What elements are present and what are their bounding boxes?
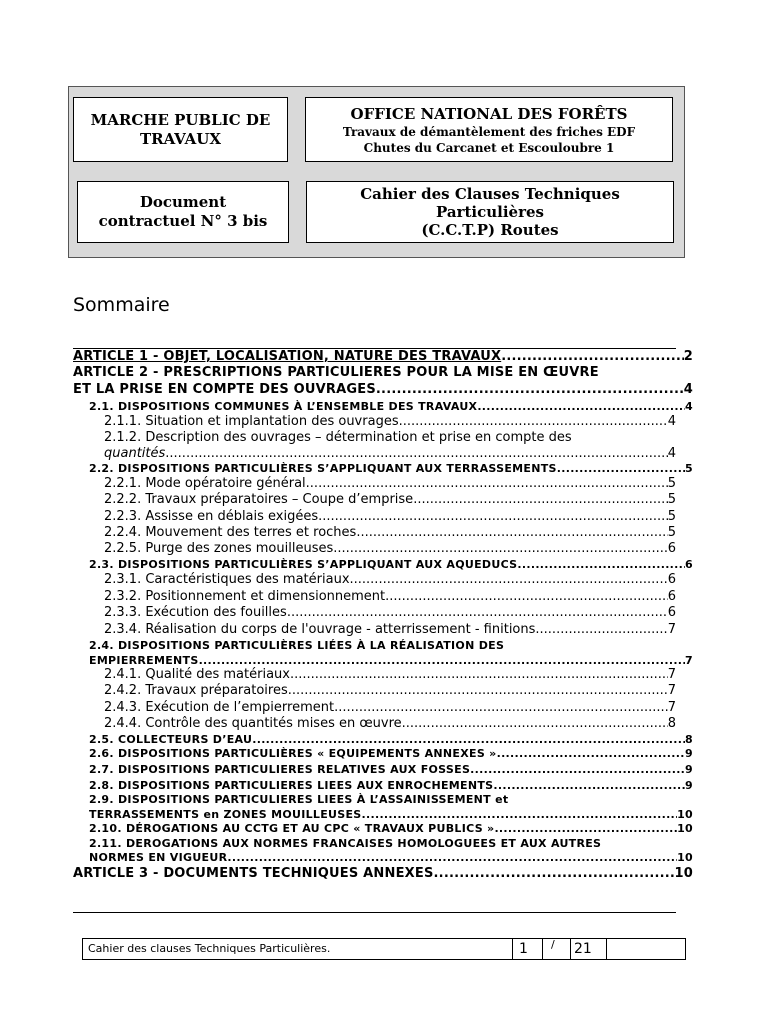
toc-label: 2.4.3. Exécution de l’empierrement	[104, 700, 335, 715]
toc-page: 8	[667, 716, 676, 731]
toc-page: 2	[683, 349, 693, 364]
toc-entry-2-4-2[interactable]	[104, 683, 676, 698]
toc-page: 7	[667, 667, 676, 682]
toc-entry-2-1-1[interactable]	[104, 414, 676, 429]
toc-label: ET LA PRISE EN COMPTE DES OUVRAGES	[73, 382, 376, 397]
toc-page: 5	[667, 509, 676, 524]
toc-label: 2.2.3. Assisse en déblais exigées	[104, 509, 319, 524]
toc-page: 10	[677, 822, 693, 835]
toc-page: 6	[667, 541, 676, 556]
project-line-1: Travaux de démantèlement des friches EDF	[342, 124, 636, 139]
toc-entry-2-4-cont[interactable]	[89, 654, 693, 667]
toc-label: 2.3.1. Caractéristiques des matériaux	[104, 572, 350, 587]
toc-entry-article-3[interactable]	[73, 866, 693, 881]
toc-entry-2-1[interactable]	[89, 400, 693, 413]
toc-label: ARTICLE 3 - DOCUMENTS TECHNIQUES ANNEXES	[73, 866, 434, 881]
toc-page: 5	[667, 525, 676, 540]
toc-label: 2.2.1. Mode opératoire général	[104, 476, 306, 491]
toc-entry-2-11-cont[interactable]	[89, 851, 693, 864]
toc-page: 5	[667, 476, 676, 491]
toc-label: 2.2. DISPOSITIONS PARTICULIÈRES S’APPLIQUANT AUX TERRASSEMENTS	[89, 462, 557, 475]
toc-entry-2-3-2[interactable]	[104, 589, 676, 604]
page-separator: /	[542, 938, 570, 960]
toc-label: 2.1.2. Description des ouvrages – détermination et prise en compte des	[104, 430, 572, 445]
toc-entry-article-2[interactable]	[73, 365, 693, 380]
table-of-contents-title: Sommaire	[73, 294, 170, 316]
toc-label: 2.2.2. Travaux préparatoires – Coupe d’emprise	[104, 492, 414, 507]
toc-page: 6	[667, 589, 676, 604]
toc-entry-2-3-3[interactable]	[104, 605, 676, 620]
toc-label: 2.4. DISPOSITIONS PARTICULIÈRES LIÉES À LA RÉALISATION DES	[89, 639, 505, 652]
toc-entry-2-4-4[interactable]	[104, 716, 676, 731]
toc-entry-article-2-cont[interactable]	[73, 382, 693, 397]
toc-entry-2-11[interactable]	[89, 837, 693, 850]
toc-page: 10	[677, 808, 693, 821]
toc-entry-2-4[interactable]	[89, 639, 693, 652]
toc-entry-2-3[interactable]	[89, 558, 693, 571]
page-number-current: 1	[512, 938, 542, 960]
toc-page: 6	[667, 605, 676, 620]
toc-label: 2.2.5. Purge des zones mouilleuses	[104, 541, 334, 556]
footer-title: Cahier des clauses Techniques Particulières.	[88, 942, 331, 955]
document-type-box	[306, 181, 674, 243]
toc-page: 4	[667, 414, 676, 429]
toc-entry-2-5[interactable]	[89, 733, 693, 746]
toc-entry-2-7[interactable]	[89, 763, 693, 776]
toc-entry-2-4-3[interactable]	[104, 700, 676, 715]
toc-entry-2-2-2[interactable]	[104, 492, 676, 507]
toc-page: 7	[667, 683, 676, 698]
page-number-total: 21	[570, 938, 606, 960]
document-number-line-2: contractuel N° 3 bis	[98, 212, 268, 230]
toc-label: 2.8. DISPOSITIONS PARTICULIERES LIEES AUX ENROCHEMENTS	[89, 779, 494, 792]
toc-label: 2.11. DEROGATIONS AUX NORMES FRANCAISES HOMOLOGUEES ET AUX AUTRES	[89, 837, 602, 850]
document-number-line-1: Document	[139, 193, 227, 211]
toc-label: 2.4.2. Travaux préparatoires	[104, 683, 288, 698]
document-type-line-3: (C.C.T.P) Routes	[421, 221, 559, 239]
project-line-2: Chutes du Carcanet et Escouloubre 1	[363, 140, 615, 155]
toc-page: 4	[683, 382, 693, 397]
toc-label: 2.7. DISPOSITIONS PARTICULIERES RELATIVES AUX FOSSES	[89, 763, 471, 776]
toc-page: 7	[685, 654, 693, 667]
toc-label: 2.4.1. Qualité des matériaux	[104, 667, 290, 682]
toc-page: 10	[674, 866, 693, 881]
toc-label: 2.5. COLLECTEURS D’EAU	[89, 733, 253, 746]
footer-empty-cell	[606, 938, 686, 960]
toc-label: 2.9. DISPOSITIONS PARTICULIERES LIEES À L’ASSAINISSEMENT et	[89, 793, 509, 806]
document-type-line-1: Cahier des Clauses Techniques	[360, 185, 620, 203]
document-number-box	[77, 181, 289, 243]
market-type-box	[73, 97, 288, 162]
footer-rule	[73, 912, 676, 913]
toc-label: 2.3.3. Exécution des fouilles	[104, 605, 287, 620]
toc-page: 8	[685, 733, 693, 746]
toc-page: 9	[685, 779, 693, 792]
organization-box	[305, 97, 673, 162]
toc-page: 5	[685, 462, 693, 475]
toc-label: 2.3. DISPOSITIONS PARTICULIÈRES S’APPLIQUANT AUX AQUEDUCS	[89, 558, 518, 571]
toc-entry-2-3-4[interactable]	[104, 622, 676, 637]
toc-entry-2-2-5[interactable]	[104, 541, 676, 556]
toc-entry-2-2-4[interactable]	[104, 525, 676, 540]
toc-label: quantités	[104, 446, 166, 461]
toc-label: 2.10. DÉROGATIONS AU CCTG ET AU CPC « TRAVAUX PUBLICS »	[89, 822, 495, 835]
toc-entry-2-2-3[interactable]	[104, 509, 676, 524]
organization-title: OFFICE NATIONAL DES FORÊTS	[350, 104, 628, 123]
toc-label: TERRASSEMENTS en ZONES MOUILLEUSES	[89, 808, 362, 821]
toc-label: 2.4.4. Contrôle des quantités mises en œuvre	[104, 716, 402, 731]
toc-label: 2.1.1. Situation et implantation des ouvrages	[104, 414, 399, 429]
toc-page: 5	[667, 492, 676, 507]
toc-page: 9	[685, 763, 693, 776]
toc-page: 10	[677, 851, 693, 864]
toc-entry-2-9[interactable]	[89, 793, 693, 806]
toc-label: NORMES EN VIGUEUR	[89, 851, 228, 864]
toc-page: 4	[685, 400, 693, 413]
toc-entry-2-10[interactable]	[89, 822, 693, 835]
toc-entry-2-6[interactable]	[89, 747, 693, 760]
toc-label: 2.6. DISPOSITIONS PARTICULIÈRES « EQUIPEMENTS ANNEXES »	[89, 747, 497, 760]
toc-entry-2-4-1[interactable]	[104, 667, 676, 682]
toc-entry-2-1-2-cont[interactable]	[104, 446, 676, 461]
page-footer	[82, 938, 686, 960]
market-type-line-1: MARCHE PUBLIC DE	[90, 110, 271, 129]
toc-page: 9	[685, 747, 693, 760]
toc-label: ARTICLE 1 - OBJET, LOCALISATION, NATURE DES TRAVAUX	[73, 349, 502, 364]
toc-entry-2-8[interactable]	[89, 779, 693, 792]
toc-entry-2-2[interactable]	[89, 462, 693, 475]
toc-label: ARTICLE 2 - PRESCRIPTIONS PARTICULIERES POUR LA MISE EN ŒUVRE	[73, 365, 599, 380]
toc-entry-2-1-2[interactable]	[104, 430, 676, 445]
document-type-line-2: Particulières	[436, 203, 544, 221]
toc-page: 4	[667, 446, 676, 461]
toc-label: 2.1. DISPOSITIONS COMMUNES À L’ENSEMBLE DES TRAVAUX	[89, 400, 478, 413]
toc-label: 2.2.4. Mouvement des terres et roches	[104, 525, 357, 540]
toc-page: 7	[667, 622, 676, 637]
toc-label: EMPIERREMENTS	[89, 654, 199, 667]
toc-entry-article-1[interactable]	[73, 349, 693, 364]
market-type-line-2: TRAVAUX	[139, 129, 221, 148]
toc-label: 2.3.2. Positionnement et dimensionnement	[104, 589, 386, 604]
toc-page: 7	[667, 700, 676, 715]
toc-entry-2-2-1[interactable]	[104, 476, 676, 491]
toc-page: 6	[667, 572, 676, 587]
toc-entry-2-9-cont[interactable]	[89, 808, 693, 821]
toc-label: 2.3.4. Réalisation du corps de l'ouvrage - atterrissement - finitions	[104, 622, 536, 637]
toc-entry-2-3-1[interactable]	[104, 572, 676, 587]
toc-page: 6	[685, 558, 693, 571]
